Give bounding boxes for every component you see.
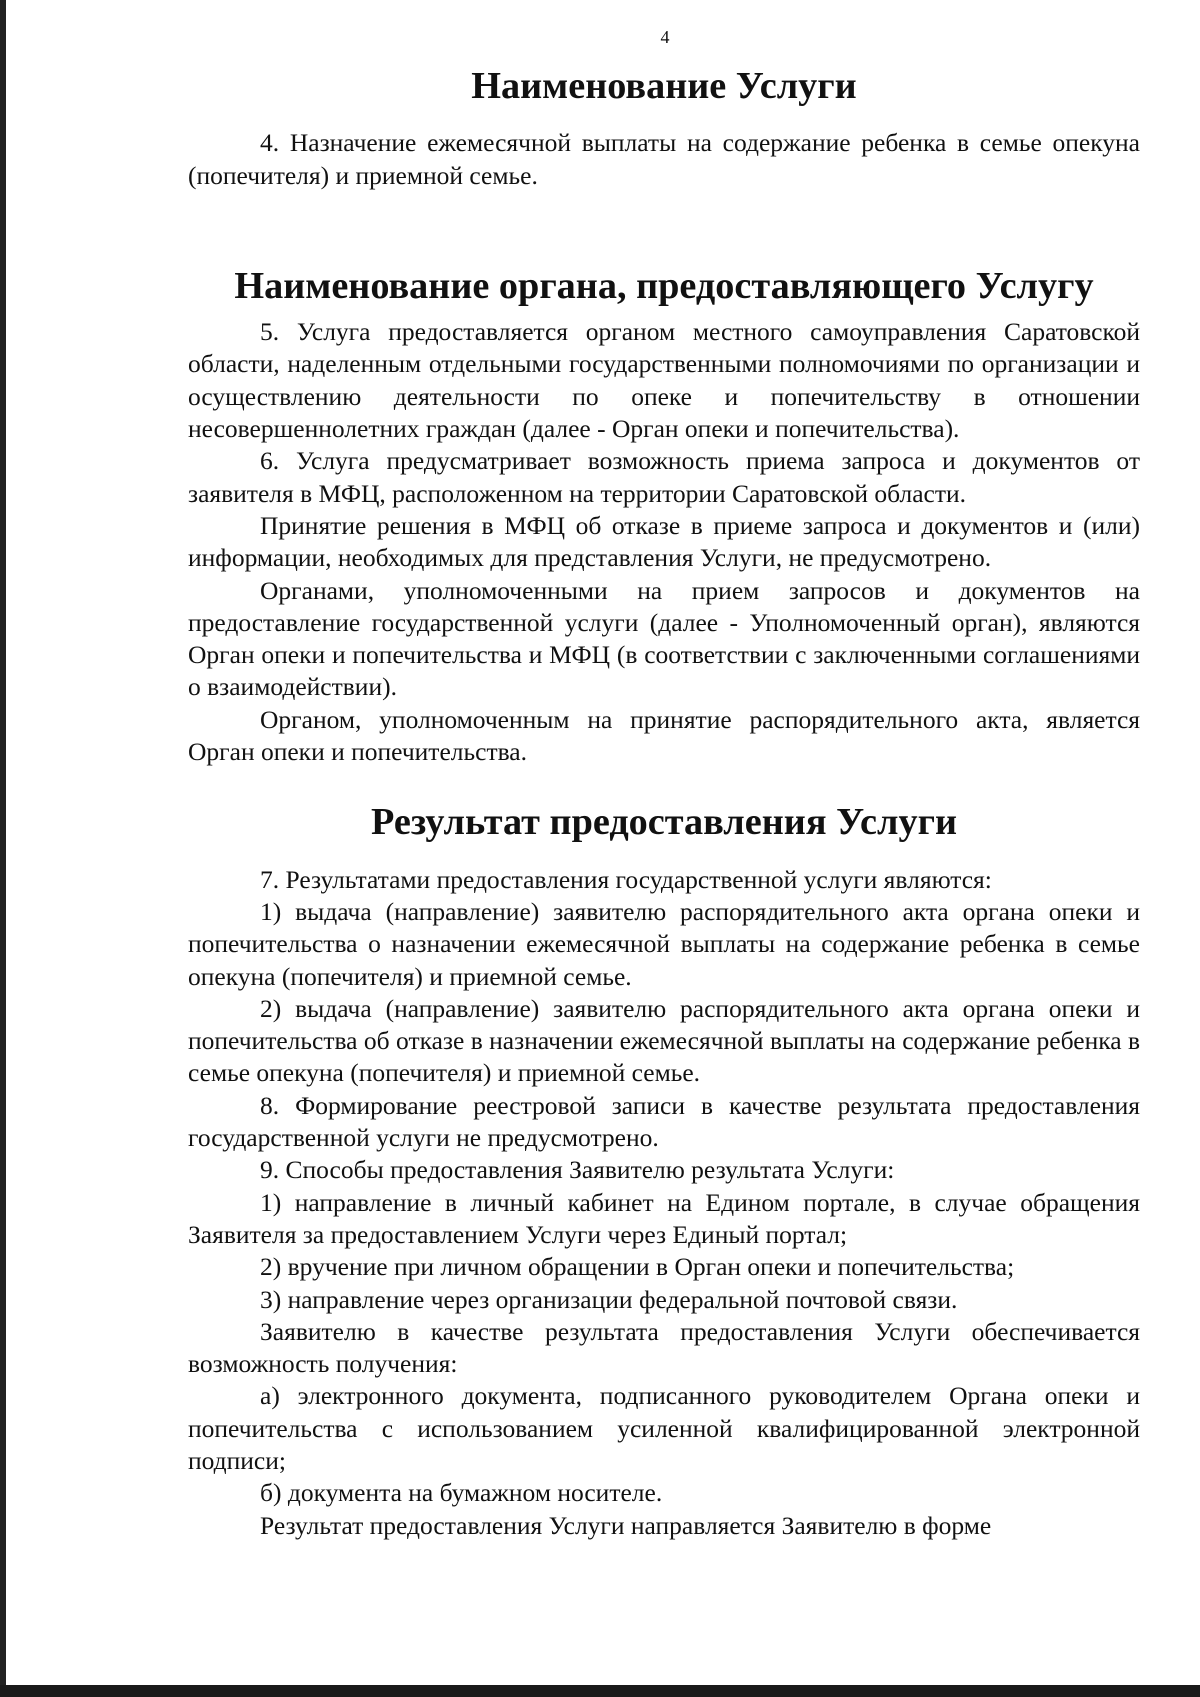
paragraph: 2) вручение при личном обращении в Орган опеки и попечительства;: [260, 1252, 1015, 1282]
paragraph: Органом, уполномоченным на принятие распорядительного акта, является Орган опеки и попечительства.: [188, 704, 1140, 767]
paragraph: а) электронного документа, подписанного руководителем Органа опеки и попечительства с использованием усиленной квалифицированной электронной подписи;: [188, 1381, 1140, 1475]
section-heading-service-name: Наименование Услуги: [471, 65, 857, 107]
page-number: 4: [660, 27, 670, 47]
paragraph: Органами, уполномоченными на прием запросов и документов на предоставление государственной услуги (далее - Уполномоченный орган), являются Орган опеки и попечительства и МФЦ (в соответствии с заключенными соглашениями о взаимодействии).: [188, 575, 1140, 702]
paragraph: 3) направление через организации федеральной почтовой связи.: [260, 1284, 958, 1314]
paragraph: Результат предоставления Услуги направляется Заявителю в форме: [260, 1510, 992, 1540]
paragraph: 1) направление в личный кабинет на Едином портале, в случае обращения Заявителя за предоставлением Услуги через Единый портал;: [188, 1187, 1140, 1249]
document-body: [188, 65, 1140, 1542]
paragraph: 7. Результатами предоставления государственной услуги являются:: [260, 864, 992, 894]
paragraph: 5. Услуга предоставляется органом местного самоуправления Саратовской области, наделенным отдельными государственными полномочиями по организации и осуществлению деятельности по опеке и попечительству в отношении несовершеннолетних граждан (далее - Орган опеки и попечительства).: [188, 317, 1140, 444]
paragraph: 1) выдача (направление) заявителю распорядительного акта органа опеки и попечительства о назначении ежемесячной выплаты на содержание ребенка в семье опекуна (попечителя) и приемной семье.: [188, 896, 1140, 991]
paragraph: Принятие решения в МФЦ об отказе в приеме запроса и документов и (или) информации, необходимых для представления Услуги, не предусмотрено.: [188, 510, 1140, 573]
paragraph: 6. Услуга предусматривает возможность приема запроса и документов от заявителя в МФЦ, расположенном на территории Саратовской области.: [188, 446, 1140, 508]
scan-bottom-edge: [0, 1685, 1200, 1697]
scan-left-edge: [0, 0, 6, 1690]
section-heading-authority: Наименование органа, предоставляющего Услугу: [234, 264, 1094, 307]
section-heading-result: Результат предоставления Услуги: [370, 801, 957, 844]
paragraph: 8. Формирование реестровой записи в качестве результата предоставления государственной услуги не предусмотрено.: [188, 1090, 1140, 1153]
paragraph: 2) выдача (направление) заявителю распорядительного акта органа опеки и попечительства об отказе в назначении ежемесячной выплаты на содержание ребенка в семье опекуна (попечителя) и приемной семье.: [188, 993, 1140, 1088]
paragraph: б) документа на бумажном носителе.: [260, 1478, 663, 1508]
paragraph: 4. Назначение ежемесячной выплаты на содержание ребенка в семье опекуна (попечителя) и приемной семье.: [188, 128, 1140, 190]
paragraph: Заявителю в качестве результата предоставления Услуги обеспечивается возможность получения:: [188, 1316, 1140, 1379]
paragraph: 9. Способы предоставления Заявителю результата Услуги:: [260, 1155, 895, 1185]
